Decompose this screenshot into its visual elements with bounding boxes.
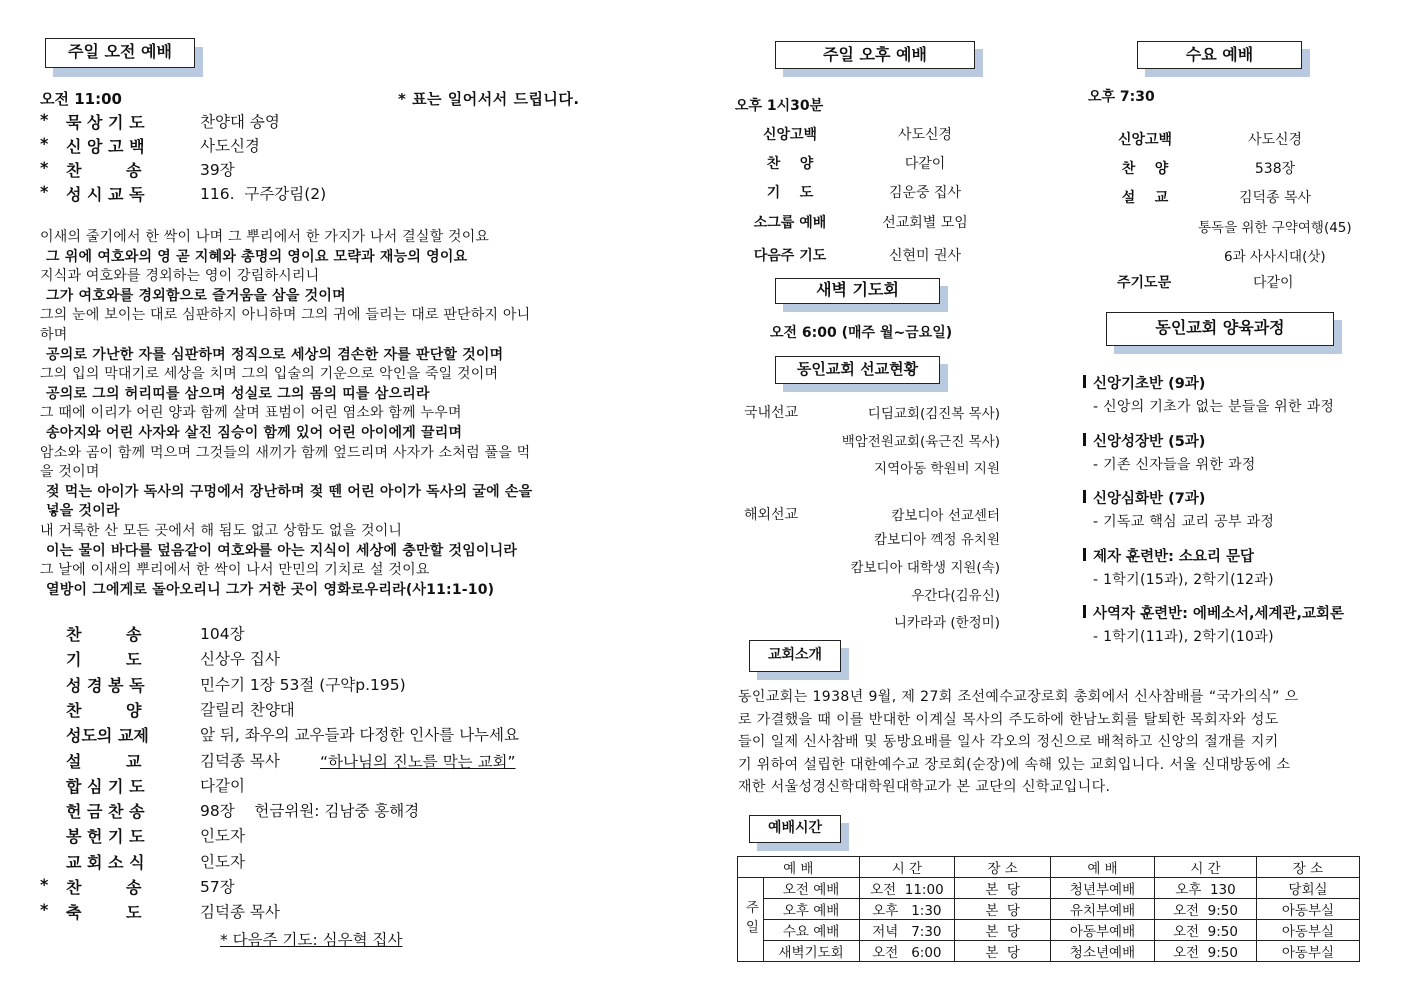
sermon-title: “하나님의 진노를 막는 교회” [320,753,516,771]
doxology-value: 다같이 [1253,275,1294,291]
reading-line: 그 때에 이리가 어린 양과 함께 살며 표범이 어린 염소와 함께 누우며 [40,405,462,422]
schedule-cell: 오전 9:50 [1155,920,1257,941]
course-name: 신앙기초반 (9과) [1093,376,1206,392]
reading-line: 그의 눈에 보이는 대로 심판하지 아니하며 그의 귀에 들리는 대로 판단하지 아니 [40,307,531,324]
overseas-mission-item: 니카라과 (한정미) [893,615,1000,631]
schedule-cell: 청년부예배 [1051,878,1155,899]
order-value: 앞 뒤, 좌우의 교우들과 다정한 인사를 나누세요 [200,726,519,745]
order-value: 신상우 집사 [200,650,280,669]
schedule-cell: 본 당 [955,899,1051,920]
order-label: 신 앙 고 백 [66,137,145,156]
schedule-cell: 오전 예배 [763,878,859,899]
order-value: 사도신경 [200,137,260,155]
reading-line: 내 거룩한 산 모든 곳에서 해 됨도 없고 상함도 없을 것이니 [40,522,403,539]
reading-line: 하며 [40,326,68,343]
intro-line: 들이 일제 신사참배 및 동방요배를 일사 각오의 정신으로 배척하고 신앙의 절개를 지키 [738,734,1279,751]
order-label: 찬 송 [66,161,142,180]
reading-line: 지식과 여호와를 경외하는 영이 강림하시리니 [40,268,320,285]
order-label: 찬 송 [66,878,142,897]
order-value: 다같이 [200,776,245,795]
schedule-cell: 아동부실 [1256,899,1359,920]
schedule-header: 예 배 [1051,857,1155,878]
order-value: 116. 구주강림(2) [200,185,327,203]
course-bullet [1083,375,1086,388]
afternoon-service-title: 주일 오후 예배 [775,41,975,69]
schedule-cell: 오후 1:30 [859,899,955,920]
afternoon-item-value: 신현미 권사 [888,248,962,264]
reading-line: 넣을 것이라 [46,503,120,520]
dawn-prayer-title: 새벽 기도회 [775,278,940,304]
schedule-header: 시 간 [1155,857,1257,878]
course-bullet [1083,433,1086,446]
order-value: 인도자 [200,827,245,846]
order-label: 헌 금 찬 송 [66,802,145,822]
overseas-mission-label: 해외선교 [744,507,799,523]
stand-marker: * [40,110,49,129]
afternoon-item-label: 소그룹 예배 [753,215,827,231]
course-description: - 기존 신자들을 위한 과정 [1093,456,1256,473]
reading-line: 이는 물이 바다를 덮음같이 여호와를 아는 지식이 세상에 충만할 것임이니라 [46,542,518,559]
order-value: 57장 [200,878,235,896]
intro-line: 기 위하여 설립한 대한예수교 장로회(순장)에 속해 있는 교회입니다. 서울 신대방동에 소 [738,756,1291,773]
course-name: 신앙성장반 (5과) [1093,433,1206,450]
afternoon-time: 오후 1시30분 [735,98,824,114]
next-prayer: * 다음주 기도: 심우혁 집사 [220,931,403,949]
domestic-mission-item: 디딤교회(김진복 목사) [867,406,1000,422]
afternoon-item-label: 찬 양 [766,156,814,172]
schedule-header: 장 소 [955,857,1051,878]
schedule-cell: 아동부실 [1256,941,1359,962]
morning-service-title: 주일 오전 예배 [45,38,195,68]
course-name: 제자 훈련반: 소요리 문답 [1093,548,1255,565]
order-label: 성 시 교 독 [66,185,145,204]
wednesday-item-label: 설 교 [1121,190,1169,206]
wednesday-item-label: 찬 양 [1121,161,1169,177]
wednesday-item-value: 사도신경 [1247,132,1303,148]
wednesday-sermon-series: 통독을 위한 구약여행(45) [1198,220,1352,236]
afternoon-item-value: 사도신경 [897,127,953,143]
wednesday-sermon-lesson: 6과 사사시대(삿) [1224,249,1326,265]
wednesday-service-title: 수요 예배 [1137,41,1302,69]
stand-marker: * [40,134,49,153]
schedule-header: 시 간 [859,857,955,878]
morning-time: 오전 11:00 [40,90,122,108]
order-value: 찬양대 송영 [200,113,280,131]
overseas-mission-item: 우간다(김유신) [911,588,1000,604]
schedule-cell: 저녁 7:30 [859,920,955,941]
schedule-cell: 새벽기도회 [763,941,859,962]
schedule-cell: 오후 130 [1155,878,1257,899]
schedule-row [738,920,1360,941]
course-description: - 1학기(11과), 2학기(10과) [1093,629,1274,645]
church-intro-title: 교회소개 [749,640,841,672]
reading-line: 이새의 줄기에서 한 싹이 나며 그 뿌리에서 한 가지가 나서 결실할 것이요 [40,229,490,245]
schedule-cell: 오전 6:00 [859,941,955,962]
responsive-reading [40,228,610,600]
stand-marker: * [40,158,49,177]
order-value: 김덕종 목사 [200,751,280,770]
reading-line: 송아지와 어린 사자와 살진 짐승이 함께 있어 어린 아이에게 끌리며 [46,424,463,441]
order-label: 교 회 소 식 [66,852,145,872]
schedule-cell: 오전 9:50 [1155,941,1257,962]
stand-marker: * [40,900,49,920]
schedule-cell: 본 당 [955,920,1051,941]
order-label: 봉 헌 기 도 [66,827,145,847]
order-label: 설 교 [66,751,142,771]
overseas-mission-item: 캄보디아 선교센터 [891,508,1000,524]
intro-line: 로 가결했을 때 이를 반대한 이계실 목사의 주도하에 한남노회를 탈퇴한 목회자와 성도 [738,711,1279,728]
order-value: 김덕종 목사 [200,903,280,922]
schedule-cell: 당회실 [1256,878,1359,899]
intro-line: 동인교회는 1938년 9월, 제 27회 조선예수교장로회 총회에서 신사참배를 “국가의식” 으 [738,689,1299,705]
reading-line: 젖 먹는 아이가 독사의 구멍에서 장난하며 젖 뗀 어린 아이가 독사의 굴에 손을 [46,483,533,500]
course-description: - 신앙의 기초가 없는 분들을 위한 과정 [1093,399,1335,415]
stand-marker: * [40,182,49,201]
reading-line: 공의로 가난한 자를 심판하며 정직으로 세상의 겸손한 자를 판단할 것이며 [46,346,504,363]
afternoon-item-value: 다같이 [904,156,946,172]
reading-line: 그 날에 이새의 뿌리에서 한 싹이 나서 만민의 기치로 설 것이요 [40,562,430,579]
order-value: 인도자 [200,852,245,871]
course-bullet [1083,490,1086,503]
course-bullet [1083,605,1086,618]
order-value: 39장 [200,161,235,179]
order-label: 기 도 [66,650,142,670]
wednesday-item-value: 538장 [1254,161,1296,177]
dawn-time: 오전 6:00 (매주 월~금요일) [770,325,953,341]
wednesday-item-label: 신앙고백 [1117,132,1173,148]
schedule-row [738,941,1360,962]
training-title: 동인교회 양육과정 [1106,312,1334,346]
schedule-row [738,878,1360,899]
standing-note: * 표는 일어서서 드립니다. [398,90,580,108]
wednesday-time: 오후 7:30 [1088,89,1155,105]
intro-line: 재한 서울성경신학대학원대학교가 본 교단의 신학교입니다. [738,779,1111,796]
reading-line: 공의로 그의 허리띠를 삼으며 성실로 그의 몸의 띠를 삼으리라 [46,385,430,402]
schedule-side-label: 주일 [738,878,764,962]
order-label: 성도의 교제 [66,726,149,746]
order-label: 찬 양 [66,700,142,720]
afternoon-item-label: 기 도 [766,185,814,201]
course-name: 신앙심화반 (7과) [1093,491,1206,507]
order-value: 민수기 1장 53절 (구약p.195) [200,675,406,694]
order-label: 축 도 [66,903,142,923]
order-value: 104장 [200,625,245,643]
course-bullet [1083,548,1086,561]
wednesday-item-value: 김덕종 목사 [1238,190,1312,206]
reading-line: 그 위에 여호와의 영 곧 지혜와 총명의 영이요 모략과 재능의 영이요 [46,248,468,265]
schedule-row [738,899,1360,920]
schedule-cell: 오전 9:50 [1155,899,1257,920]
mission-title: 동인교회 선교현황 [775,356,940,384]
schedule-header: 장 소 [1256,857,1359,878]
overseas-mission-item: 캄보디아 껙정 유치원 [874,532,1000,548]
reading-line: 암소와 곰이 함께 먹으며 그것들의 새끼가 함께 엎드리며 사자가 소처럼 풀을 먹 [40,444,531,461]
stand-marker: * [40,875,49,894]
overseas-mission-item: 캄보디아 대학생 지원(속) [850,560,1000,576]
afternoon-item-value: 김운중 집사 [888,185,962,201]
reading-line: 을 것이며 [40,464,100,481]
order-label: 묵 상 기 도 [66,113,145,132]
schedule-table [737,856,1360,962]
church-intro-text [738,686,1350,799]
course-description: - 1학기(15과), 2학기(12과) [1093,571,1274,588]
afternoon-item-label: 신앙고백 [762,127,818,143]
schedule-cell: 수요 예배 [763,920,859,941]
afternoon-item-label: 다음주 기도 [753,248,827,264]
order-label: 성 경 봉 독 [66,675,145,695]
schedule-cell: 오후 예배 [763,899,859,920]
domestic-mission-item: 지역아동 학원비 지원 [874,461,1000,477]
schedule-title: 예배시간 [749,815,841,843]
reading-line: 열방이 그에게로 돌아오리니 그가 거한 곳이 영화로우리라(사11:1-10) [46,581,495,598]
reading-line: 그의 입의 막대기로 세상을 치며 그의 입술의 기운으로 악인을 죽일 것이며 [40,366,499,383]
domestic-mission-label: 국내선교 [744,405,799,421]
afternoon-item-value: 선교회별 모임 [882,215,968,231]
order-value: 갈릴리 찬양대 [200,700,295,719]
schedule-cell: 아동부실 [1256,920,1359,941]
schedule-cell: 본 당 [955,878,1051,899]
doxology-label: 주기도문 [1117,275,1172,291]
schedule-header: 예 배 [738,857,860,878]
schedule-cell: 청소년예배 [1051,941,1155,962]
course-description: - 기독교 핵심 교리 공부 과정 [1093,514,1275,530]
order-label: 합 심 기 도 [66,776,145,796]
schedule-header-row [738,857,1360,878]
course-name: 사역자 훈련반: 에베소서,세계관,교회론 [1093,606,1345,622]
schedule-cell: 유치부예배 [1051,899,1155,920]
order-value: 98장 헌금위원: 김남중 홍해경 [200,802,420,821]
schedule-cell: 본 당 [955,941,1051,962]
schedule-cell: 아동부예배 [1051,920,1155,941]
schedule-cell: 오전 11:00 [859,878,955,899]
reading-line: 그가 여호와를 경외함으로 즐거움을 삼을 것이며 [46,287,346,304]
domestic-mission-item: 백암전원교회(육근진 목사) [841,434,1000,450]
order-label: 찬 송 [66,625,142,644]
